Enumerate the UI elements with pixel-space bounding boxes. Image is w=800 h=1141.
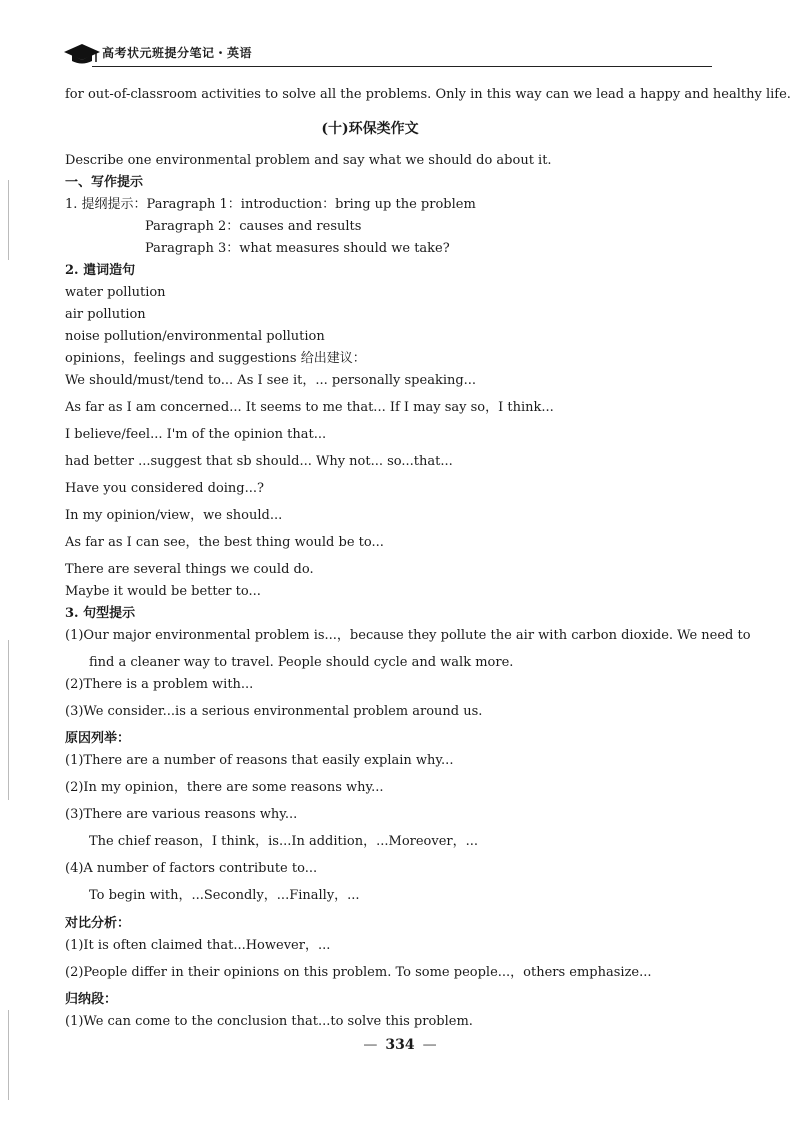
- left-margin-line: [8, 640, 9, 800]
- phrase-line: There are several things we could do.: [65, 562, 314, 577]
- part1-heading: 一、写作提示: [65, 175, 144, 190]
- header-rule: [92, 66, 712, 67]
- outline-paragraph-3: Paragraph 3：what measures should we take?: [145, 241, 450, 256]
- outline-paragraph-1: 1. 提纲提示：Paragraph 1：introduction：bring up the problem: [65, 197, 476, 212]
- reason-line: To begin with，...Secondly，...Finally，...: [89, 888, 360, 903]
- header-title: 高考状元班提分笔记・英语: [102, 46, 253, 60]
- vocab-item: opinions，feelings and suggestions 给出建议：: [65, 351, 366, 366]
- outline-paragraph-2: Paragraph 2：causes and results: [145, 219, 362, 234]
- vocab-item: air pollution: [65, 307, 146, 322]
- reason-line: (3)There are various reasons why...: [65, 807, 298, 822]
- pattern-line: (2)There is a problem with...: [65, 677, 254, 692]
- vocab-item: water pollution: [65, 285, 166, 300]
- page-number-value: 334: [385, 1037, 415, 1053]
- page-number: — 334 —: [363, 1037, 437, 1053]
- section-title: (十)环保类作文: [321, 121, 419, 137]
- summary-line: (1)We can come to the conclusion that...to solve this problem.: [65, 1014, 473, 1029]
- page-header: [62, 38, 712, 72]
- phrase-line: had better ...suggest that sb should... Why not... so...that...: [65, 454, 453, 469]
- phrase-line: I believe/feel... I'm of the opinion that...: [65, 427, 327, 442]
- phrase-line: In my opinion/view，we should...: [65, 508, 283, 523]
- reasons-heading: 原因列举：: [65, 731, 131, 746]
- phrase-line: As far as I can see，the best thing would be to...: [65, 535, 384, 550]
- pattern-line: find a cleaner way to travel. People should cycle and walk more.: [89, 655, 514, 670]
- contrast-line: (2)People differ in their opinions on this problem. To some people...，others emphasize...: [65, 965, 652, 980]
- reason-line: (4)A number of factors contribute to...: [65, 861, 318, 876]
- contrast-line: (1)It is often claimed that...However，...: [65, 938, 331, 953]
- reason-line: The chief reason，I think，is...In addition，...Moreover，...: [89, 834, 479, 849]
- task-prompt: Describe one environmental problem and say what we should do about it.: [65, 153, 552, 168]
- left-margin-line: [8, 1010, 9, 1100]
- vocab-item: noise pollution/environmental pollution: [65, 329, 325, 344]
- reason-line: (2)In my opinion，there are some reasons why...: [65, 780, 384, 795]
- page-content: [65, 84, 791, 1033]
- reason-line: (1)There are a number of reasons that easily explain why...: [65, 753, 454, 768]
- graduation-cap-icon: [62, 42, 102, 66]
- vocab-heading: 2. 遣词造句: [65, 263, 136, 278]
- patterns-heading: 3. 句型提示: [65, 606, 136, 621]
- phrase-line: As far as I am concerned... It seems to me that... If I may say so，I think...: [65, 400, 554, 415]
- intro-line: for out-of-classroom activities to solve all the problems. Only in this way can we lead a happy and healthy life.: [65, 87, 791, 102]
- phrase-line: We should/must/tend to... As I see it，... personally speaking...: [65, 373, 477, 388]
- contrast-heading: 对比分析：: [65, 916, 131, 931]
- pattern-line: (1)Our major environmental problem is...，because they pollute the air with carbon dioxide. We need to: [65, 628, 751, 643]
- phrase-line: Maybe it would be better to...: [65, 584, 261, 599]
- pattern-line: (3)We consider...is a serious environmental problem around us.: [65, 704, 483, 719]
- phrase-line: Have you considered doing...?: [65, 481, 264, 496]
- left-margin-line: [8, 180, 9, 260]
- summary-heading: 归纳段：: [65, 992, 118, 1007]
